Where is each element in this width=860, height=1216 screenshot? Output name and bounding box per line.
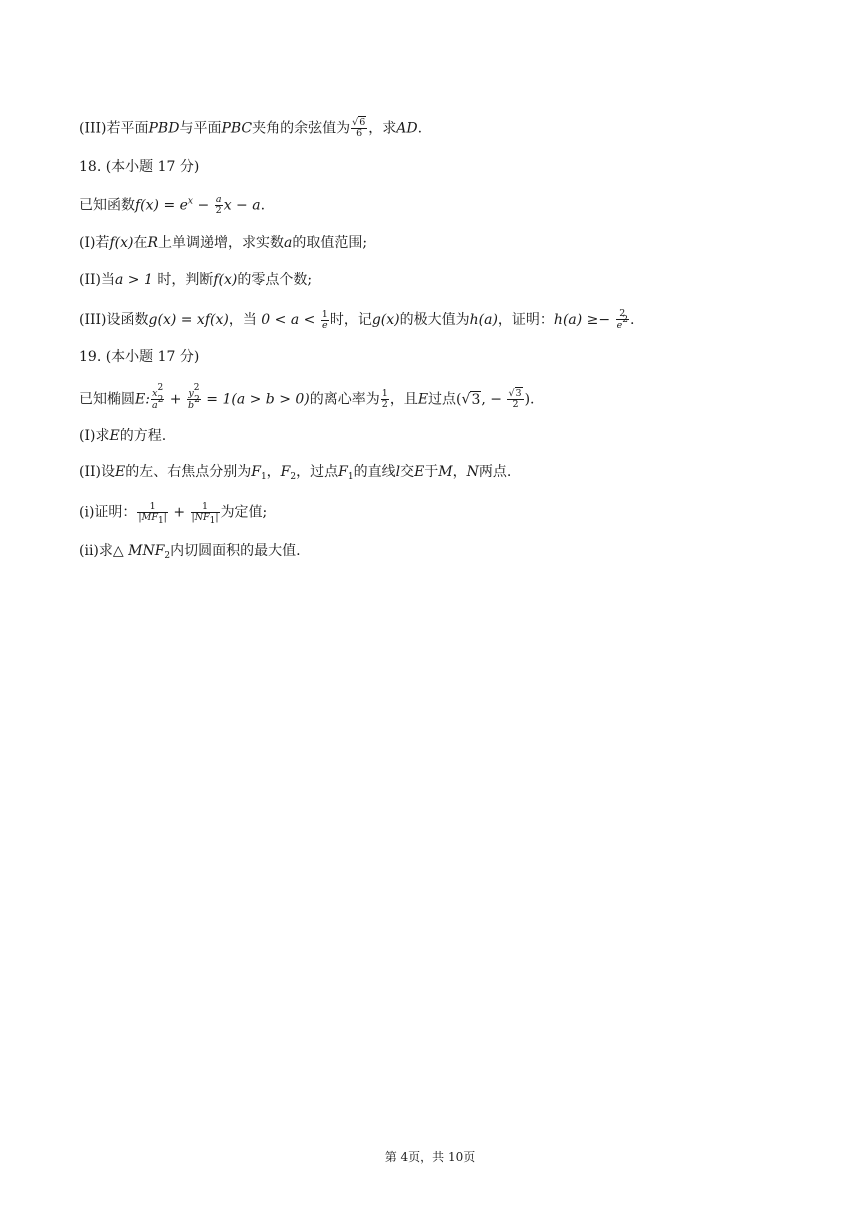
problem19-stem: 已知椭圆E: $\frac{x^2}{a^2}$ + $\frac{y^2}{b^2}$ = 1(a > b > 0)的离心率为 $\frac{1}{2}$ ，且E过点(√3, − $\frac{√3}{2}$ ). xyxy=(79,383,535,411)
problem19-part1: (I)求E的方程. xyxy=(79,428,167,444)
problem19-part2: (II)设E的左、右焦点分别为$F_1$，$F_2$，过点$F_1$的直线l交E于M，N两点. xyxy=(79,464,512,482)
problem19-subpart-ii: (ii)求△ $MNF_2$内切圆面积的最大值. xyxy=(79,543,301,561)
problem18-part3: (III)设函数g(x) = xf(x)，当 0 < a < $\frac{1}{e}$ 时，记g(x)的极大值为h(a)，证明：h(a) ≥− $\frac{2}{e^2}$ . xyxy=(79,308,635,331)
problem18-part1: (I)若f(x)在R上单调递增，求实数a的取值范围; xyxy=(79,235,368,251)
problem17-part3: (III)若平面PBD与平面PBC夹角的余弦值为 $\frac{√6}{6}$ ，求AD. xyxy=(79,117,423,139)
cosine-fraction: $\frac{√6}{6}$ xyxy=(352,117,366,139)
problem19-subpart-i: (i)证明： $\frac{1}{|MF_1|}$ + $\frac{1}{|NF_1|}$ 为定值; xyxy=(79,501,268,526)
problem18-header: 18. (本小题 17 分) xyxy=(79,159,200,175)
problem19-header: 19. (本小题 17 分) xyxy=(79,349,200,365)
problem18-stem: 已知函数$f(x) = e^x$ − $\frac{a}{2}$ x − a. xyxy=(79,194,266,216)
page-footer: 第 4页，共 10页 xyxy=(384,1150,476,1164)
problem18-part2: (II)当a > 1 时，判断f(x)的零点个数; xyxy=(79,272,313,288)
